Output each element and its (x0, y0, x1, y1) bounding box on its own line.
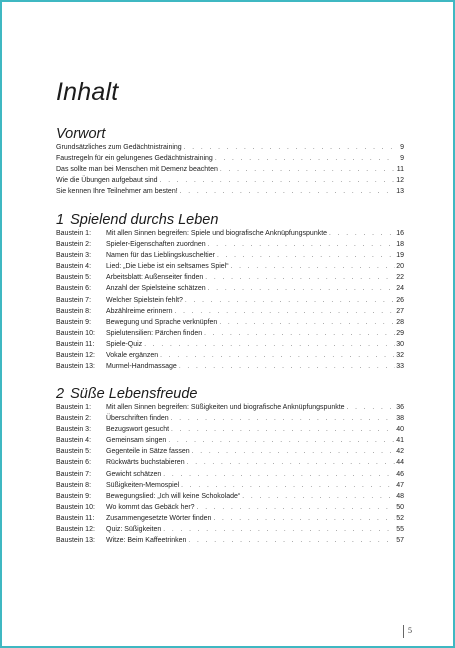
entry-text: Gewicht schätzen (106, 470, 162, 478)
entry-text: Vokale ergänzen (106, 352, 159, 360)
chapter-heading-2 (56, 386, 197, 402)
dot-leader (144, 339, 395, 350)
dot-leader (215, 153, 395, 164)
dot-leader (220, 164, 395, 175)
toc-entry (56, 317, 404, 328)
entry-text: Das sollte man bei Menschen mit Demenz beachten (56, 166, 218, 174)
entry-text: Mit allen Sinnen begreifen: Spiele und biografische Anknüpfungspunkte (106, 230, 328, 237)
toc-entry (56, 457, 404, 468)
entry-page: 22 (396, 274, 404, 282)
toc-list-vorwort (56, 142, 404, 197)
toc-entry (56, 261, 404, 272)
dot-leader (242, 491, 395, 502)
entry-page: 27 (396, 307, 404, 315)
entry-label: Baustein 5: (56, 448, 92, 456)
toc-entry (56, 446, 404, 457)
entry-label: Baustein 9: (56, 492, 92, 500)
entry-text: Abzählreime erinnern (106, 307, 173, 315)
entry-text: Sie kennen Ihre Teilnehmer am besten! (56, 188, 178, 196)
entry-label: Baustein 1: (56, 404, 92, 411)
toc-list-chapter-1 (56, 228, 404, 372)
entry-page: 48 (396, 492, 404, 500)
entry-page: 16 (396, 230, 404, 237)
toc-entry (56, 502, 404, 513)
entry-page: 9 (400, 155, 404, 163)
chapter-title: Spielend durchs Leben (70, 212, 219, 228)
page-title: Inhalt (56, 78, 119, 106)
toc-entry (56, 228, 404, 239)
toc-entry (56, 175, 404, 186)
entry-text: Bewegungslied: „Ich will keine Schokolade“ (106, 492, 241, 500)
entry-label: Baustein 7: (56, 296, 92, 304)
entry-text: Namen für das Lieblingskuscheltier (106, 252, 215, 260)
entry-text: Bezugswort gesucht (106, 426, 170, 434)
toc-entry (56, 142, 404, 153)
entry-page: 13 (396, 188, 404, 196)
toc-entry (56, 306, 404, 317)
entry-label: Baustein 6: (56, 285, 92, 293)
toc-entry (56, 328, 404, 339)
dot-leader (179, 361, 395, 372)
entry-page: 29 (396, 329, 404, 337)
toc-entry (56, 186, 404, 197)
entry-page: 28 (396, 318, 404, 326)
toc-entry (56, 524, 404, 535)
entry-text: Faustregeln für ein gelungenes Gedächtnistraining (56, 155, 213, 163)
toc-entry (56, 402, 404, 413)
dot-leader (217, 250, 395, 261)
toc-entry (56, 535, 404, 546)
entry-text: Murmel-Handmassage (106, 363, 177, 371)
entry-page: 46 (396, 470, 404, 478)
dot-leader (184, 142, 395, 153)
dot-leader (185, 295, 395, 306)
entry-label: Baustein 13: (56, 363, 95, 371)
entry-page: 12 (396, 177, 404, 185)
toc-entry (56, 491, 404, 502)
entry-label: Baustein 8: (56, 481, 92, 489)
toc-entry (56, 361, 404, 372)
toc-entry (56, 239, 404, 250)
toc-entry (56, 480, 404, 491)
entry-label: Baustein 4: (56, 437, 92, 445)
entry-page: 55 (396, 526, 404, 534)
dot-leader (192, 446, 395, 457)
entry-label: Baustein 5: (56, 274, 92, 282)
toc-entry (56, 339, 404, 350)
entry-label: Baustein 2: (56, 241, 92, 249)
entry-text: Arbeitsblatt: Außenseiter finden (106, 274, 204, 282)
dot-leader (213, 513, 395, 524)
toc-entry (56, 469, 404, 480)
entry-text: Wo kommt das Gebäck her? (106, 503, 195, 511)
entry-text: Gemeinsam singen (106, 437, 167, 445)
dot-leader (181, 480, 395, 491)
dot-leader (197, 502, 395, 513)
dot-leader (163, 469, 395, 480)
page-number-divider (403, 625, 404, 638)
chapter-number: 2 (56, 386, 65, 402)
entry-label: Baustein 9: (56, 318, 92, 326)
toc-entry (56, 424, 404, 435)
entry-text: Gegenteile in Sätze fassen (106, 448, 190, 456)
toc-entry (56, 164, 404, 175)
entry-text: Bewegung und Sprache verknüpfen (106, 318, 218, 326)
toc-entry (56, 153, 404, 164)
entry-label: Baustein 11: (56, 340, 95, 348)
entry-label: Baustein 6: (56, 459, 92, 467)
dot-leader (175, 306, 395, 317)
entry-label: Baustein 4: (56, 263, 92, 271)
entry-page: 20 (396, 263, 404, 271)
entry-text: Spieler-Eigenschaften zuordnen (106, 241, 206, 249)
toc-entry (56, 413, 404, 424)
entry-text: Rückwärts buchstabieren (106, 459, 185, 467)
entry-text: Spielutensilien: Pärchen finden (106, 329, 203, 337)
entry-page: 33 (396, 363, 404, 371)
entry-label: Baustein 10: (56, 329, 95, 337)
toc-list-chapter-2 (56, 402, 404, 546)
entry-label: Baustein 12: (56, 526, 95, 534)
entry-label: Baustein 13: (56, 537, 95, 545)
entry-page: 44 (396, 459, 404, 467)
toc-entry (56, 295, 404, 306)
section-heading-vorwort: Vorwort (56, 126, 106, 142)
chapter-number: 1 (56, 212, 65, 228)
dot-leader (187, 457, 395, 468)
entry-text: Spiele-Quiz (106, 340, 143, 348)
entry-text: Grundsätzliches zum Gedächtnistraining (56, 144, 182, 151)
entry-text: Welcher Spielstein fehlt? (106, 296, 183, 304)
entry-label: Baustein 3: (56, 252, 92, 260)
dot-leader (171, 413, 395, 424)
entry-text: Überschriften finden (106, 415, 169, 423)
entry-page: 26 (396, 296, 404, 304)
entry-page: 11 (396, 166, 404, 174)
entry-page: 50 (396, 503, 404, 511)
dot-leader (219, 317, 395, 328)
toc-entry (56, 283, 404, 294)
entry-label: Baustein 11: (56, 514, 95, 522)
dot-leader (208, 239, 395, 250)
dot-leader (204, 328, 395, 339)
dot-leader (347, 402, 395, 413)
toc-entry (56, 250, 404, 261)
page-number: 5 (408, 626, 412, 635)
entry-page: 57 (396, 537, 404, 545)
dot-leader (168, 435, 395, 446)
entry-text: Wie die Übungen aufgebaut sind (56, 177, 158, 185)
entry-text: Quiz: Süßigkeiten (106, 526, 162, 534)
entry-label: Baustein 3: (56, 426, 92, 434)
entry-text: Mit allen Sinnen begreifen: Süßigkeiten und biografische Anknüpfungspunkte (106, 404, 345, 411)
toc-entry (56, 435, 404, 446)
entry-page: 38 (396, 415, 404, 423)
dot-leader (231, 261, 395, 272)
chapter-title: Süße Lebensfreude (70, 386, 198, 402)
entry-page: 36 (396, 404, 404, 411)
entry-text: Witze: Beim Kaffeetrinken (106, 537, 187, 545)
entry-page: 18 (396, 241, 404, 249)
entry-page: 19 (396, 252, 404, 260)
toc-entry (56, 272, 404, 283)
entry-text: Zusammengesetzte Wörter finden (106, 514, 212, 522)
entry-label: Baustein 2: (56, 415, 92, 423)
entry-page: 52 (396, 514, 404, 522)
entry-page: 40 (396, 426, 404, 434)
entry-label: Baustein 12: (56, 352, 95, 360)
entry-page: 42 (396, 448, 404, 456)
entry-text: Anzahl der Spielsteine schätzen (106, 285, 206, 293)
dot-leader (188, 535, 395, 546)
entry-page: 30 (396, 340, 404, 348)
dot-leader (171, 424, 395, 435)
entry-label: Baustein 1: (56, 230, 92, 237)
entry-page: 32 (396, 352, 404, 360)
dot-leader (160, 175, 395, 186)
dot-leader (329, 228, 395, 239)
dot-leader (208, 283, 395, 294)
dot-leader (160, 350, 395, 361)
entry-page: 9 (400, 144, 404, 151)
entry-page: 41 (396, 437, 404, 445)
toc-entry (56, 350, 404, 361)
dot-leader (163, 524, 395, 535)
entry-text: Lied: „Die Liebe ist ein seltsames Spiel“ (106, 263, 229, 271)
entry-label: Baustein 10: (56, 503, 95, 511)
dot-leader (180, 186, 395, 197)
dot-leader (205, 272, 395, 283)
entry-label: Baustein 7: (56, 470, 92, 478)
toc-entry (56, 513, 404, 524)
entry-text: Süßigkeiten-Memospiel (106, 481, 180, 489)
entry-page: 24 (396, 285, 404, 293)
chapter-heading-1 (56, 212, 218, 228)
entry-page: 47 (396, 481, 404, 489)
entry-label: Baustein 8: (56, 307, 92, 315)
